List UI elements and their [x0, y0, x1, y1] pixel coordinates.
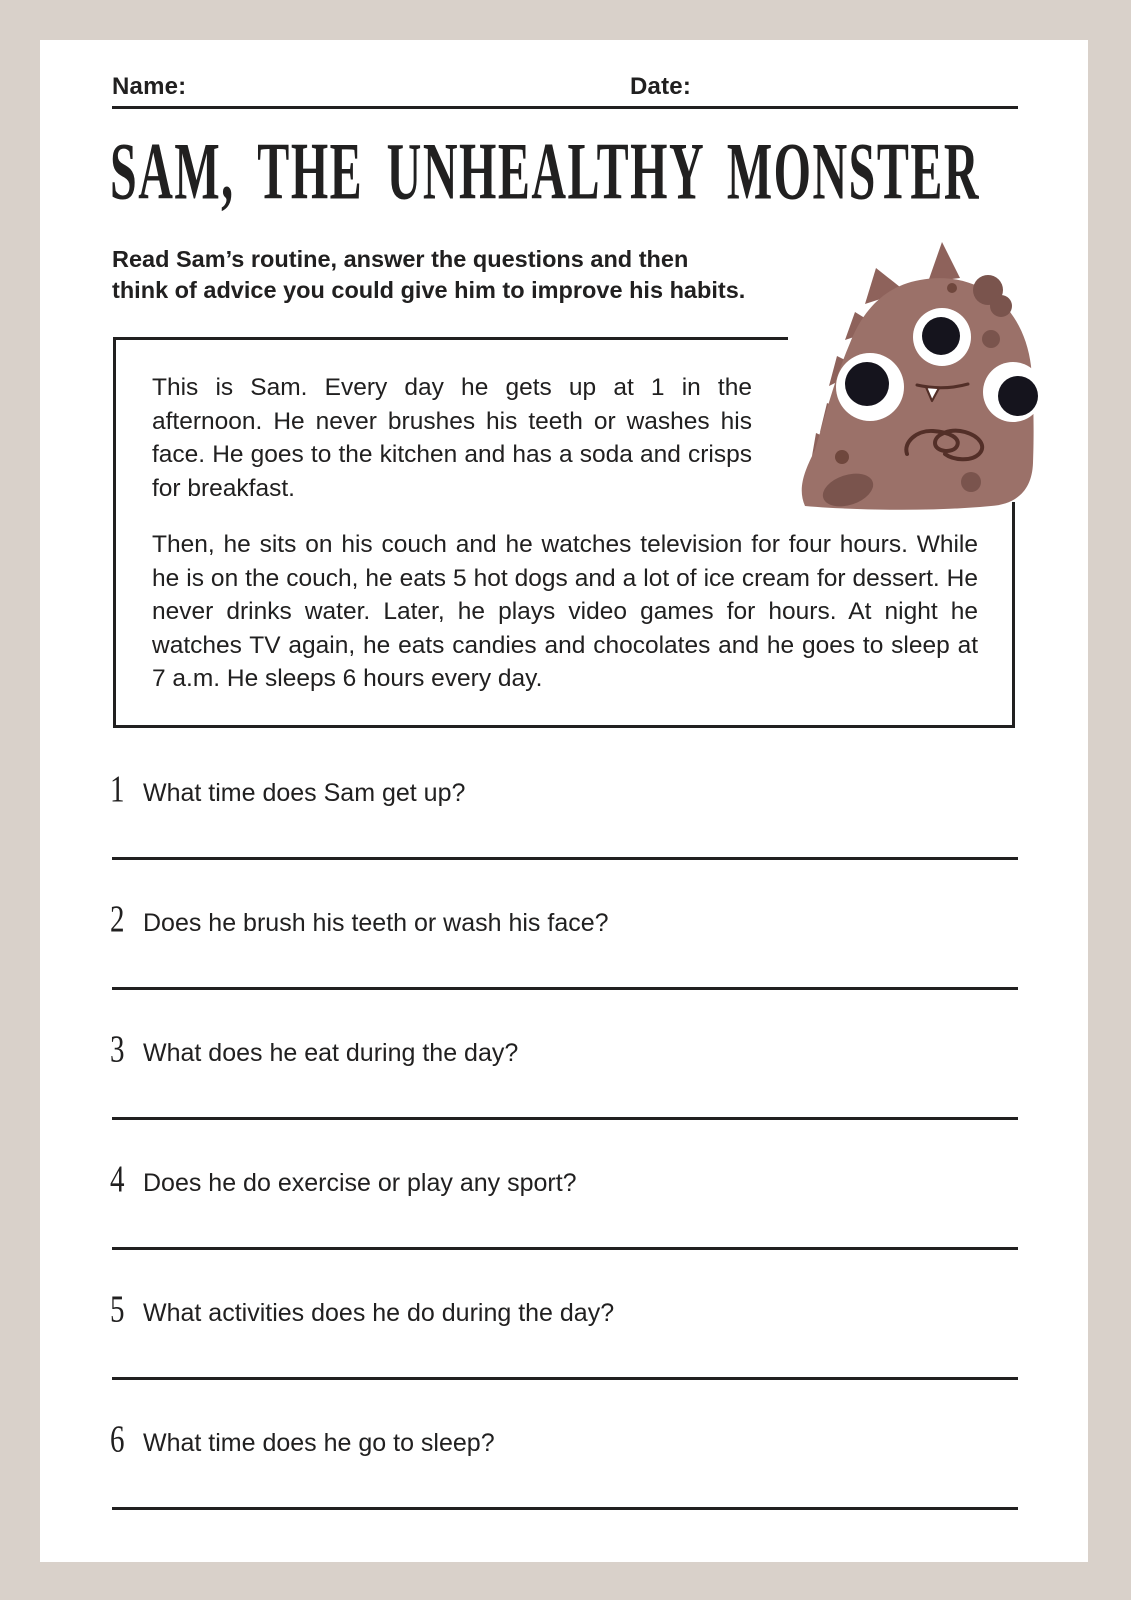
question-row: [110, 898, 1020, 1037]
passage-paragraph-2: Then, he sits on his couch and he watches television for four hours. While he is on the couch, he eats 5 hot dogs and a lot of ice cream for dessert. He never drinks water. Later, he plays video games for hours. At night he watches TV again, he eats candies and chocolates and he goes to sleep at 7 a.m. He sleeps 6 hours every day.: [152, 531, 978, 692]
name-date-line[interactable]: [112, 106, 1018, 109]
question-row: [110, 1288, 1020, 1427]
instructions-line-2: think of advice you could give him to improve his habits.: [112, 277, 746, 303]
monster-left-pupil: [845, 362, 889, 406]
question-number: 3: [110, 1028, 125, 1071]
page-title: SAM, THE UNHEALTHY MONSTER: [110, 126, 981, 217]
question-row: [110, 1028, 1020, 1167]
question-text: Does he brush his teeth or wash his face?: [143, 909, 609, 937]
question-number: 4: [110, 1158, 125, 1201]
worksheet-page: [40, 40, 1088, 1562]
instructions: [112, 244, 745, 306]
passage-box-border-bottom: [113, 725, 1015, 728]
passage-box-border-left: [113, 337, 116, 728]
question-row: [110, 1418, 1020, 1557]
passage-paragraph-1: This is Sam. Every day he gets up at 1 in the afternoon. He never brushes his teeth or washes his face. He goes to the kitchen and has a soda and crisps for breakfast.: [152, 374, 752, 502]
question-text: Does he do exercise or play any sport?: [143, 1169, 577, 1197]
answer-line[interactable]: [112, 1377, 1018, 1380]
monster-right-pupil: [998, 376, 1038, 416]
date-label: Date:: [630, 73, 692, 100]
question-text: What activities does he do during the day?: [143, 1299, 615, 1327]
question-row: [110, 768, 1020, 907]
question-text: What does he eat during the day?: [143, 1039, 519, 1067]
passage-box-border-top: [113, 337, 788, 340]
monster-center-pupil: [922, 317, 960, 355]
question-number: 5: [110, 1288, 125, 1331]
answer-line[interactable]: [112, 987, 1018, 990]
questions-list: [110, 768, 1020, 1557]
question-number: 6: [110, 1418, 125, 1461]
question-row: [110, 1158, 1020, 1297]
answer-line[interactable]: [112, 857, 1018, 860]
question-number: 2: [110, 898, 125, 941]
answer-line[interactable]: [112, 1507, 1018, 1510]
question-text: What time does he go to sleep?: [143, 1429, 495, 1457]
monster-illustration: [795, 238, 1045, 513]
passage-box-border-right: [1012, 502, 1015, 728]
question-number: 1: [110, 768, 125, 811]
answer-line[interactable]: [112, 1117, 1018, 1120]
name-label: Name:: [112, 73, 187, 100]
instructions-line-1: Read Sam’s routine, answer the questions and then: [112, 246, 689, 272]
answer-line[interactable]: [112, 1247, 1018, 1250]
question-text: What time does Sam get up?: [143, 779, 466, 807]
